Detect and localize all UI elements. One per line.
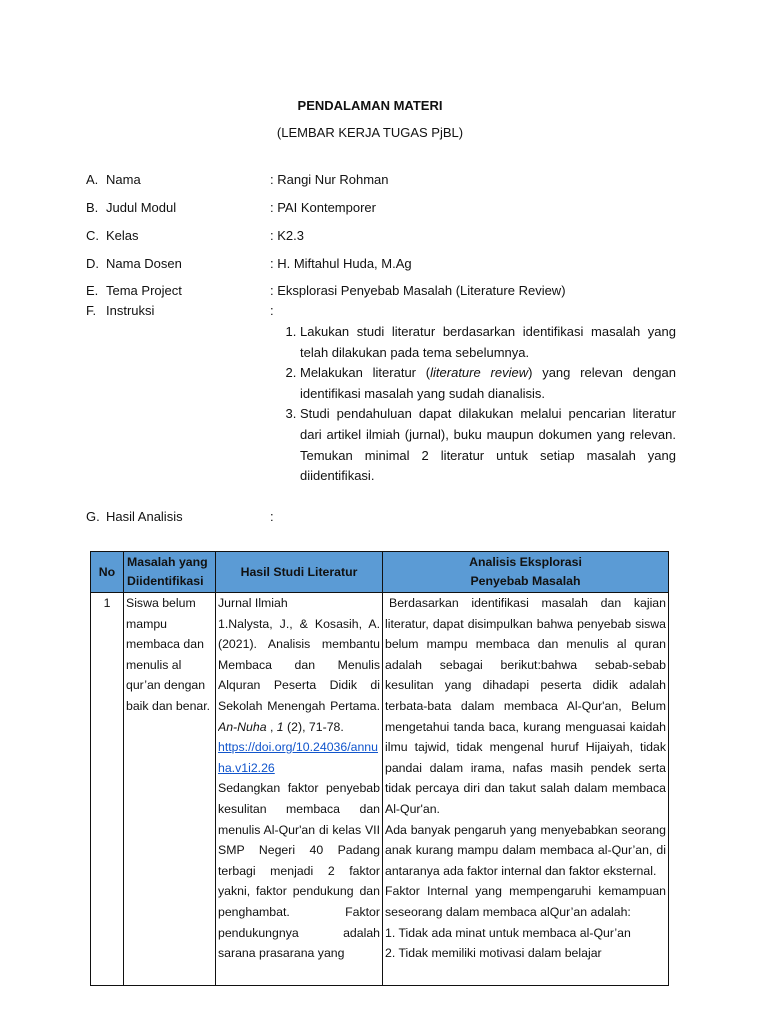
analysis-content — [385, 593, 666, 985]
instruction-text: Melakukan literatur ( — [300, 365, 431, 381]
header-masalah: Masalah yang Diidentifikasi — [124, 552, 216, 593]
analysis-paragraph: 1. Tidak ada minat untuk membaca al-Qur’an — [385, 925, 631, 940]
header-hasil-studi: Hasil Studi Literatur — [216, 552, 383, 593]
instruction-text: Studi pendahuluan dapat dilakukan melalui pencarian literatur dari artikel ilmiah (jurnal), buku maupun dokumen yang relevan. Temukan minimal 2 literatur untuk setiap masalah yang diidentifikasi. — [300, 406, 676, 484]
header-analisis — [383, 552, 669, 593]
cell-masalah — [124, 593, 216, 986]
literature-link-wrap — [218, 737, 380, 778]
document-subtitle: (LEMBAR KERJA TUGAS PjBL) — [276, 125, 464, 140]
info-value: : Rangi Nur Rohman — [270, 172, 389, 187]
info-value: : — [270, 509, 274, 524]
table-row — [91, 593, 669, 986]
info-label: Judul Modul — [106, 200, 177, 215]
info-letter: D. — [86, 256, 99, 271]
literature-reference — [218, 614, 380, 738]
cell-no: 1 — [91, 593, 124, 986]
instruction-italic: literature review — [430, 365, 529, 381]
cell-masalah-text: Siswa belum mampu membaca dan menulis al qur’an dengan baik dan benar. — [126, 596, 211, 713]
info-letter: F. — [86, 303, 97, 318]
analysis-paragraph: 2. Tidak memiliki motivasi dalam belajar — [385, 946, 602, 961]
instruction-text: Lakukan studi literatur berdasarkan identifikasi masalah yang telah dilakukan pada tema sebelumnya. — [300, 324, 676, 360]
literature-content — [218, 593, 380, 985]
header-analisis-line1: Analisis Eksplorasi — [469, 555, 582, 569]
header-no: No — [91, 552, 124, 593]
instruction-list — [278, 322, 676, 487]
info-letter: A. — [86, 172, 99, 187]
info-value: : Eksplorasi Penyebab Masalah (Literature Review) — [270, 283, 566, 298]
info-label: Hasil Analisis — [106, 509, 183, 524]
info-letter: C. — [86, 228, 99, 243]
analysis-paragraph: Ada banyak pengaruh yang menyebabkan seorang anak kurang mampu dalam membaca al-Qur’an, di antaranya ada faktor internal dan faktor eksternal. — [385, 822, 666, 878]
cell-hasil-studi — [216, 593, 383, 986]
cell-analisis — [383, 593, 669, 986]
literature-pages: (2), 71-78. — [283, 719, 344, 734]
info-letter: B. — [86, 200, 99, 215]
document-title: PENDALAMAN MATERI — [297, 98, 443, 113]
info-letter: E. — [86, 283, 99, 298]
literature-sep: , — [266, 719, 277, 734]
instruction-item — [300, 322, 676, 363]
instruction-text: ) yang relevan dengan identifikasi masalah yang sudah dianalisis. — [300, 365, 676, 401]
info-label: Instruksi — [106, 303, 155, 318]
info-label: Nama Dosen — [106, 256, 182, 271]
literature-text: Sedangkan faktor penyebab kesulitan membaca dan menulis Al-Qur'an di kelas VII SMP Negeri 40 Padang terbagi menjadi 2 faktor yakni, faktor pendukung dan penghambat. Faktor pendukungnya adalah sarana prasarana yang — [218, 781, 380, 961]
literature-ref-text: 1.Nalysta, J., & Kosasih, A. (2021). Analisis membantu Membaca dan Menulis Alquran Peserta Didik di Sekolah Menengah Pertama. — [218, 616, 380, 713]
literature-volume: 1 — [276, 719, 284, 734]
doi-link[interactable]: https://doi.org/10.24036/annuha.v1i2.26 — [218, 740, 378, 775]
info-label: Kelas — [106, 228, 139, 243]
literature-heading: Jurnal Ilmiah — [218, 596, 288, 610]
info-letter: G. — [86, 509, 100, 524]
instruction-item — [300, 404, 676, 486]
analysis-paragraph: Faktor Internal yang mempengaruhi kemampuan seseorang dalam membaca alQur’an adalah: — [385, 884, 666, 919]
analysis-table — [90, 551, 669, 986]
table-header-row — [91, 552, 669, 593]
info-value: : K2.3 — [270, 228, 304, 243]
info-value: : PAI Kontemporer — [270, 200, 376, 215]
analysis-paragraph: Berdasarkan identifikasi masalah dan kajian literatur, dapat disimpulkan bahwa penyebab siswa belum mampu membaca dan menulis al quran adalah sebagai berikut:bahwa sebab-sebab kesulitan yang dihadapi peserta didik adalah terbata-bata dalam membaca Al-Qur'an, Belum mengetahui tanda baca, kurang menguasai kaidah ilmu tajwid, tidak mengenal huruf Hijaiyah, tidak pandai dalam irama, nafas masih pendek serta tidak percaya diri dan takut salah dalam membaca Al-Qur'an. — [385, 596, 666, 816]
instruction-item — [300, 363, 676, 404]
info-value: : — [270, 303, 274, 318]
info-label: Nama — [106, 172, 141, 187]
header-analisis-line2: Penyebab Masalah — [470, 574, 581, 588]
info-value: : H. Miftahul Huda, M.Ag — [270, 256, 412, 271]
literature-journal: An-Nuha — [218, 719, 267, 734]
info-label: Tema Project — [106, 283, 182, 298]
